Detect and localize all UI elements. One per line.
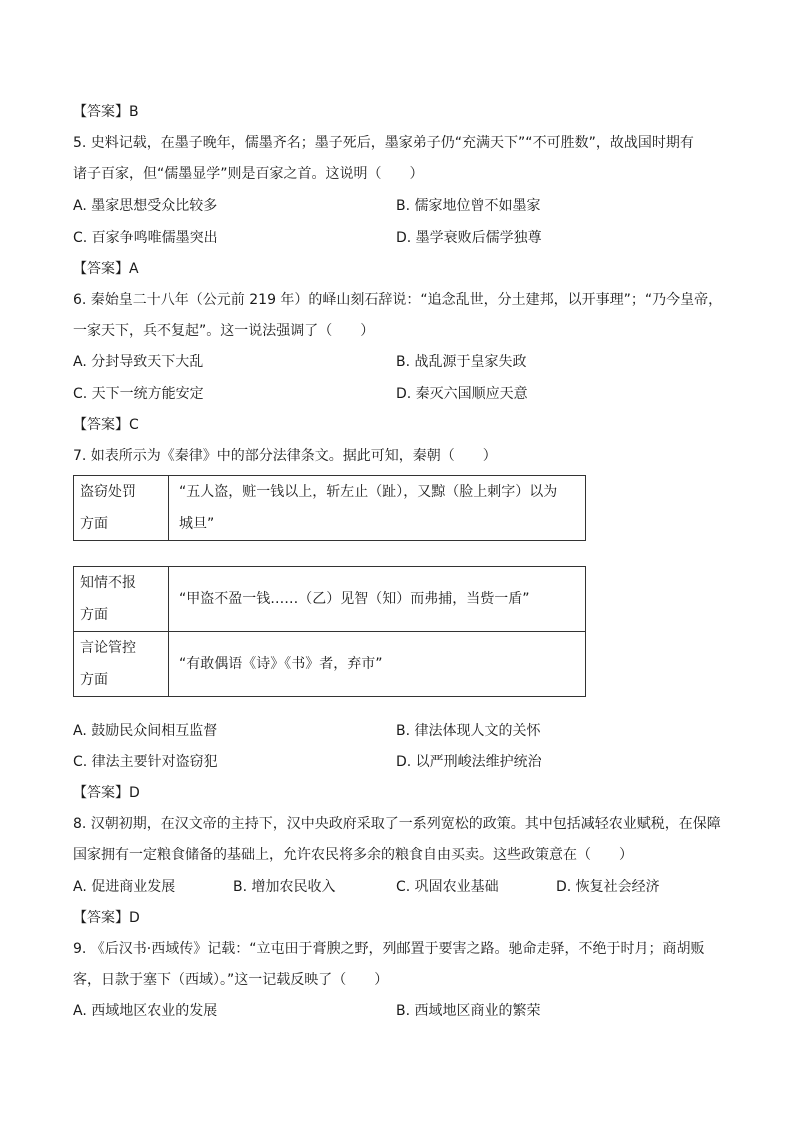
- category-label-line2: 方面: [80, 607, 108, 623]
- table-text-cell: [169, 567, 586, 632]
- question-8-option-c[interactable]: C. 巩固农业基础: [396, 879, 499, 895]
- question-7-option-d[interactable]: D. 以严刑峻法维护统治: [396, 754, 542, 770]
- question-6-option-b[interactable]: B. 战乱源于皇家失政: [396, 354, 527, 370]
- answer-q4: 【答案】B: [73, 104, 139, 120]
- question-5-option-b[interactable]: B. 儒家地位曾不如墨家: [396, 198, 541, 214]
- question-6-stem-line2: 一家天下，兵不复起”。这一说法强调了（ ）: [73, 323, 375, 339]
- question-5-option-a[interactable]: A. 墨家思想受众比较多: [73, 198, 218, 214]
- category-label-line2: 方面: [80, 672, 108, 688]
- table-row: [74, 476, 586, 541]
- law-text: “有敢偶语《诗》《书》者，弃市”: [179, 656, 383, 672]
- law-text-line1: “五人盗，赃一钱以上，斩左止（趾），又黥（脸上刺字）以为: [179, 484, 558, 500]
- answer-q8: 【答案】D: [73, 910, 140, 926]
- question-7-option-a[interactable]: A. 鼓励民众间相互监督: [73, 723, 218, 739]
- question-5-option-c[interactable]: C. 百家争鸣唯儒墨突出: [73, 230, 218, 246]
- question-8-option-b[interactable]: B. 增加农民收入: [233, 879, 336, 895]
- question-5-stem-line1: 5. 史料记载，在墨子晚年，儒墨齐名；墨子死后，墨家弟子仍“充满天下”“不可胜数”，故战国时期有: [73, 135, 694, 151]
- law-text: “甲盗不盈一钱……（乙）见智（知）而弗捕，当赀一盾”: [179, 591, 530, 607]
- answer-q5: 【答案】A: [73, 261, 139, 277]
- law-table-1: [73, 475, 586, 541]
- question-5-stem-line2: 诸子百家，但“儒墨显学”则是百家之首。这说明（ ）: [73, 166, 424, 182]
- category-label-line1: 言论管控: [80, 640, 136, 656]
- question-6-option-d[interactable]: D. 秦灭六国顺应天意: [396, 386, 528, 402]
- question-9-option-b[interactable]: B. 西域地区商业的繁荣: [396, 1003, 541, 1019]
- category-label-line2: 方面: [80, 516, 108, 532]
- table-row: [74, 632, 586, 697]
- question-5-option-d[interactable]: D. 墨学衰败后儒学独尊: [396, 230, 542, 246]
- question-8-stem-line2: 国家拥有一定粮食储备的基础上，允许农民将多余的粮食自由买卖。这些政策意在（ ）: [73, 847, 633, 863]
- question-8-option-a[interactable]: A. 促进商业发展: [73, 879, 176, 895]
- table-text-cell: [169, 476, 586, 541]
- question-9-option-a[interactable]: A. 西域地区农业的发展: [73, 1003, 218, 1019]
- answer-q6: 【答案】C: [73, 417, 139, 433]
- table-category-cell: [74, 632, 169, 697]
- question-8-stem-line1: 8. 汉朝初期，在汉文帝的主持下，汉中央政府采取了一系列宽松的政策。其中包括减轻农业赋税，在保障: [73, 816, 721, 832]
- question-9-stem-line1: 9. 《后汉书·西域传》记载：“立屯田于膏腴之野，列邮置于要害之路。驰命走驿，不绝于时月；商胡贩: [73, 941, 705, 957]
- law-table-2: [73, 566, 586, 697]
- question-9-stem-line2: 客，日款于塞下（西域）。”这一记载反映了（ ）: [73, 972, 389, 988]
- category-label-line1: 盗窃处罚: [80, 484, 136, 500]
- question-7-option-b[interactable]: B. 律法体现人文的关怀: [396, 723, 541, 739]
- table-row: [74, 567, 586, 632]
- question-7-stem: 7. 如表所示为《秦律》中的部分法律条文。据此可知，秦朝（ ）: [73, 448, 497, 464]
- category-label-line1: 知情不报: [80, 575, 136, 591]
- question-7-option-c[interactable]: C. 律法主要针对盗窃犯: [73, 754, 218, 770]
- law-text-line2: 城旦”: [179, 516, 215, 532]
- question-6-stem-line1: 6. 秦始皇二十八年（公元前 219 年）的峄山刻石辞说：“追念乱世，分土建邦，以开事理”；“乃今皇帝，: [73, 292, 723, 308]
- question-8-option-d[interactable]: D. 恢复社会经济: [556, 879, 660, 895]
- question-6-option-a[interactable]: A. 分封导致天下大乱: [73, 354, 204, 370]
- table-category-cell: [74, 567, 169, 632]
- question-6-option-c[interactable]: C. 天下一统方能安定: [73, 386, 204, 402]
- answer-q7: 【答案】D: [73, 785, 140, 801]
- table-category-cell: [74, 476, 169, 541]
- table-text-cell: [169, 632, 586, 697]
